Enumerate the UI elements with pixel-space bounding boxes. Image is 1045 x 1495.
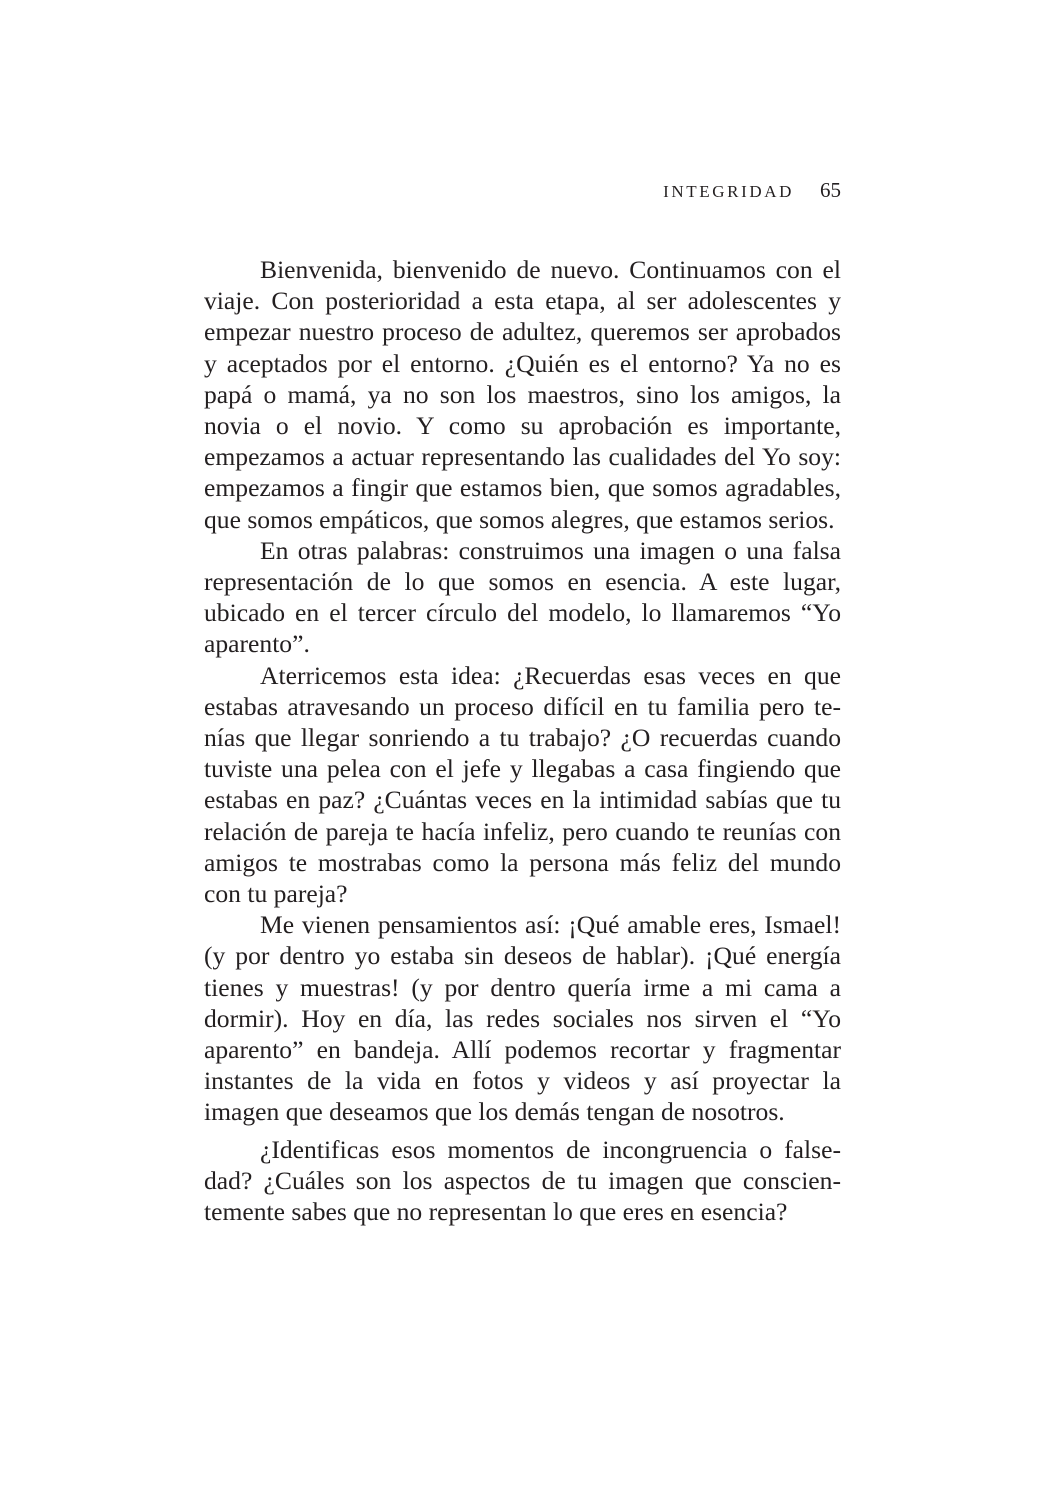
paragraph: Bienvenida, bienvenido de nuevo. Continuamos con el viaje. Con posterioridad a esta etapa, al ser adolescentes y empezar nuestro proceso de adultez, queremos ser aprobados y aceptados por el entorno. ¿Quién es el entorno? Ya no es papá o mamá, ya no son los maestros, sino los amigos, la novia o el novio. Y como su aprobación es importante, empezamos a actuar representando las cualidades del Yo soy: empezamos a fingir que estamos bien, que somos agradables, que somos empáticos, que somos alegres, que estamos serios.	[204, 255, 841, 534]
running-header	[663, 178, 841, 203]
paragraph: Me vienen pensamientos así: ¡Qué amable eres, Ismael! (y por dentro yo estaba sin deseos de hablar). ¡Qué energía tienes y muestras! (y por dentro quería irme a mi cama a dormir). Hoy en día, las redes sociales nos sirven el “Yo aparento” en bandeja. Allí podemos recortar y fragmentar instantes de la vida en fotos y videos y así proyectar la imagen que deseamos que los demás tengan de nosotros.	[204, 910, 841, 1127]
page-number: 65	[820, 178, 841, 202]
running-title: INTEGRIDAD	[663, 182, 794, 201]
paragraph: ¿Identificas esos momentos de incongruencia o falsedad? ¿Cuáles son los aspectos de tu imagen que conscientemente sabes que no representan lo que eres en esencia?	[204, 1134, 841, 1227]
body-text	[204, 254, 841, 1227]
paragraph: En otras palabras: construimos una imagen o una falsa representación de lo que somos en esencia. A este lugar, ubicado en el tercer círculo del modelo, lo llamaremos “Yo aparento”.	[204, 535, 841, 659]
paragraph: Aterricemos esta idea: ¿Recuerdas esas veces en que estabas atravesando un proceso difícil en tu familia pero tenías que llegar sonriendo a tu trabajo? ¿O recuerdas cuando tuviste una pelea con el jefe y llegabas a casa fingiendo que estabas en paz? ¿Cuántas veces en la intimidad sabías que tu relación de pareja te hacía infeliz, pero cuando te reunías con amigos te mostrabas como la persona más feliz del mundo con tu pareja?	[204, 660, 841, 909]
